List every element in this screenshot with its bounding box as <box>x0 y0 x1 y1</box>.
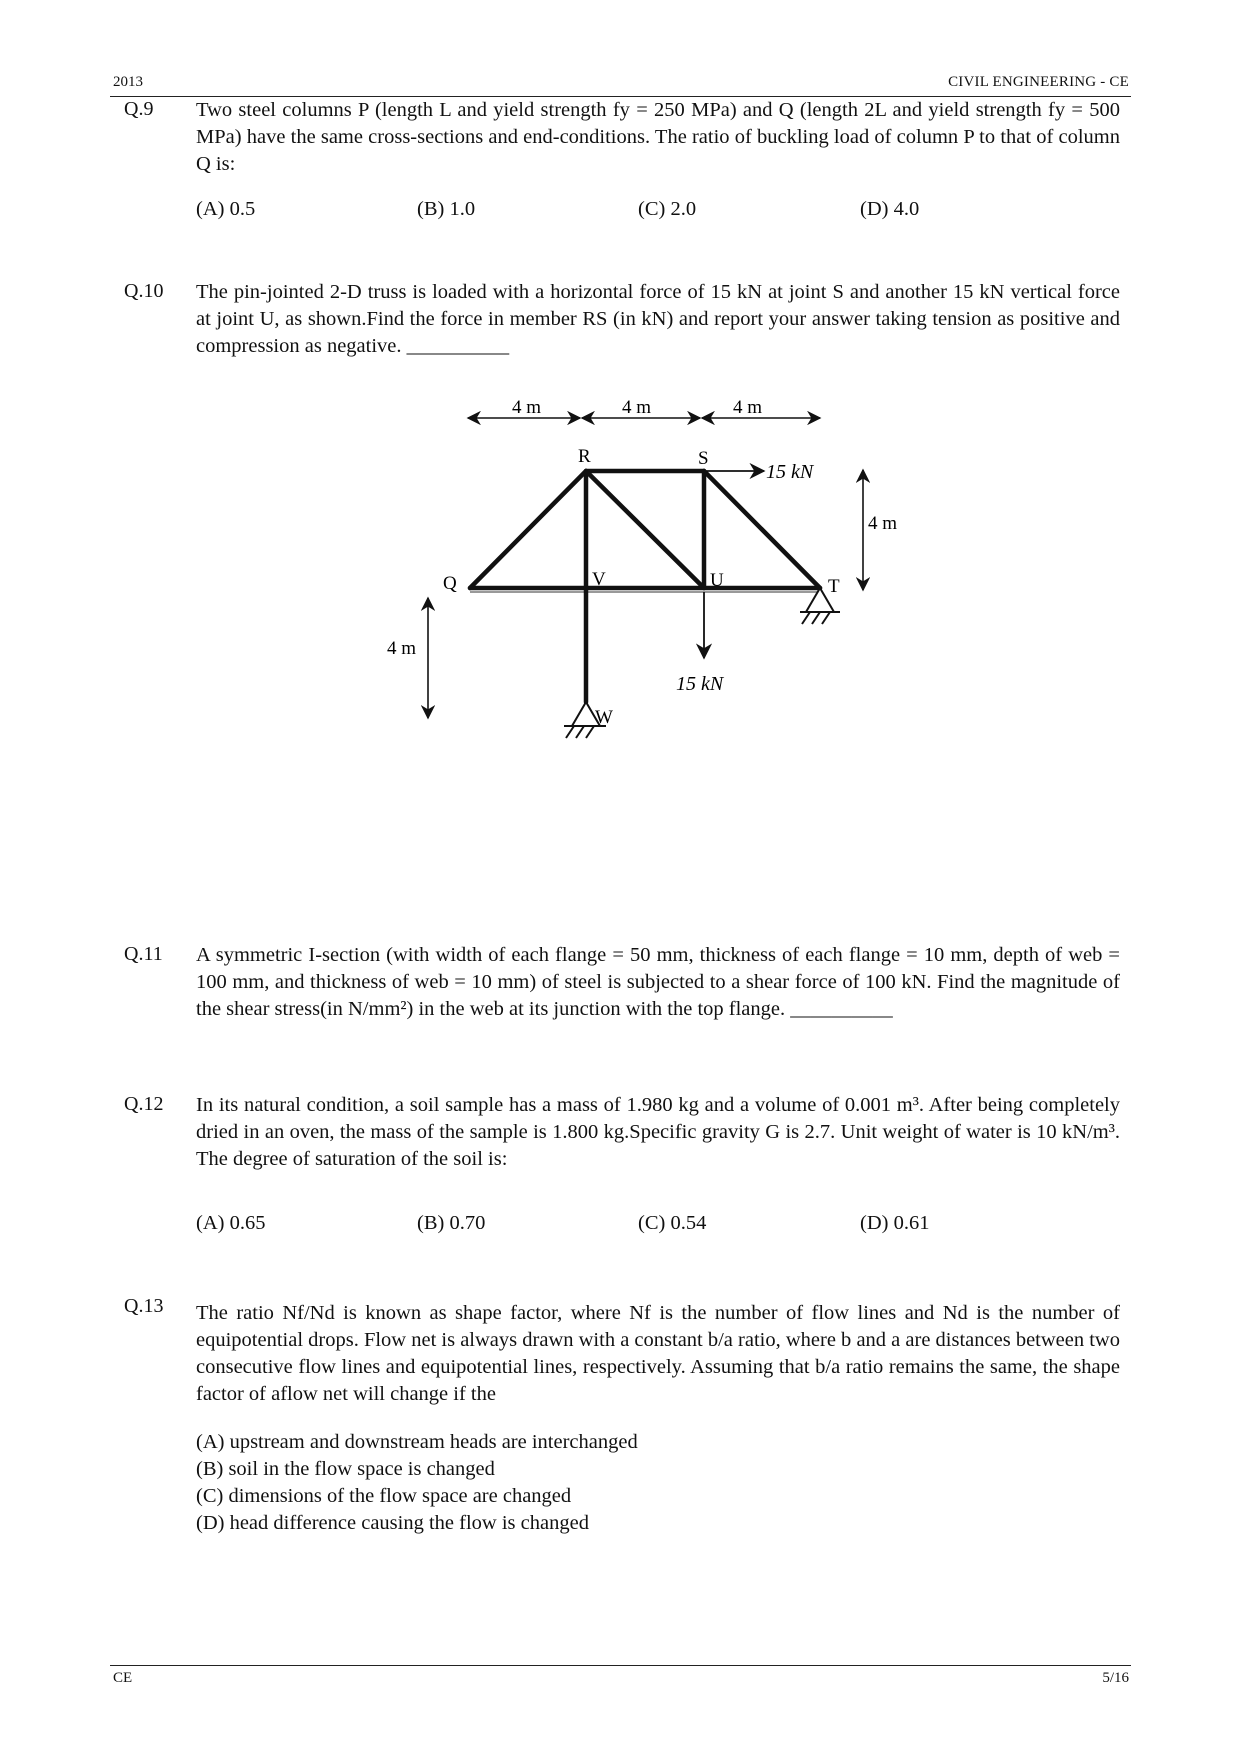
dim-label-top-3: 4 m <box>733 397 763 418</box>
question-9-text: Two steel columns P (length L and yield strength fy = 250 MPa) and Q (length 2L and yield strength fy = 500 MPa) have the same cross-sections and end-conditions. The ratio of buckling load of column P to that of column Q is: <box>196 99 1120 175</box>
question-9-option-d: (D) 4.0 <box>860 198 920 220</box>
joint-label-V: V <box>592 569 606 590</box>
question-12-number: Q.12 <box>124 1093 164 1115</box>
joint-label-W: W <box>595 707 613 728</box>
question-12-text: In its natural condition, a soil sample has a mass of 1.980 kg and a volume of 0.001 m³. After being completely dried in an oven, the mass of the sample is 1.800 kg.Specific gravity G is 2.7. Unit weight of water is 10 kN/m³. The degree of saturation of the soil is: <box>196 1094 1120 1170</box>
question-13-option-c: (C) dimensions of the flow space are changed <box>196 1485 572 1507</box>
question-12-option-d: (D) 0.61 <box>860 1212 930 1234</box>
question-13-number: Q.13 <box>124 1295 164 1317</box>
question-13-option-b: (B) soil in the flow space is changed <box>196 1458 495 1480</box>
question-12-option-c: (C) 0.54 <box>638 1212 707 1234</box>
question-9-options <box>196 198 1120 226</box>
header-paper-title: CIVIL ENGINEERING - CE <box>948 74 1129 90</box>
question-13-options <box>196 1429 638 1537</box>
question-13-option-d: (D) head difference causing the flow is changed <box>196 1512 589 1534</box>
dim-label-right: 4 m <box>868 513 898 534</box>
load-label-U: 15 kN <box>676 673 724 695</box>
joint-label-R: R <box>578 446 591 467</box>
question-9-option-a: (A) 0.5 <box>196 198 256 220</box>
joint-label-U: U <box>710 570 724 591</box>
joint-label-Q: Q <box>443 573 457 594</box>
member-QR <box>470 471 586 588</box>
question-13-option-a: (A) upstream and downstream heads are interchanged <box>196 1431 638 1453</box>
dim-label-top-2: 4 m <box>622 397 652 418</box>
question-12-option-b: (B) 0.70 <box>417 1212 486 1234</box>
load-label-S: 15 kN <box>766 461 814 483</box>
question-11-text: A symmetric I-section (with width of each flange = 50 mm, thickness of each flange = 10 mm, depth of web = 100 mm, and thickness of web = 10 mm) of steel is subjected to a shear force of 100 kN. Find the magnitude of the shear stress(in N/mm²) in the web at its junction with the top flange. __________ <box>196 944 1120 1020</box>
dim-label-left: 4 m <box>387 638 417 659</box>
dim-label-top-1: 4 m <box>512 397 542 418</box>
footer-code: CE <box>113 1670 133 1686</box>
question-9-number: Q.9 <box>124 98 154 120</box>
footer-divider <box>110 1665 1131 1666</box>
joint-label-S: S <box>698 448 709 469</box>
question-9-option-c: (C) 2.0 <box>638 198 697 220</box>
question-12-options <box>196 1212 1120 1240</box>
joint-label-T: T <box>828 576 840 597</box>
truss-figure <box>0 380 1241 800</box>
question-10-number: Q.10 <box>124 280 164 302</box>
question-11-number: Q.11 <box>124 943 163 965</box>
question-13-text: The ratio Nf/Nd is known as shape factor, where Nf is the number of flow lines and Nd is the number of equipotential drops. Flow net is always drawn with a constant b/a ratio, where b and a are distances between two consecutive flow lines and equipotential lines, respectively. Assuming that b/a ratio remains the same, the shape factor of aflow net will change if the <box>196 1302 1120 1405</box>
question-12-option-a: (A) 0.65 <box>196 1212 266 1234</box>
question-9-option-b: (B) 1.0 <box>417 198 476 220</box>
header-year: 2013 <box>113 74 143 90</box>
footer-page-number: 5/16 <box>1102 1670 1129 1686</box>
question-10-text: The pin-jointed 2-D truss is loaded with a horizontal force of 15 kN at joint S and another 15 kN vertical force at joint U, as shown.Find the force in member RS (in kN) and report your answer taking tension as positive and compression as negative. __________ <box>196 281 1120 357</box>
